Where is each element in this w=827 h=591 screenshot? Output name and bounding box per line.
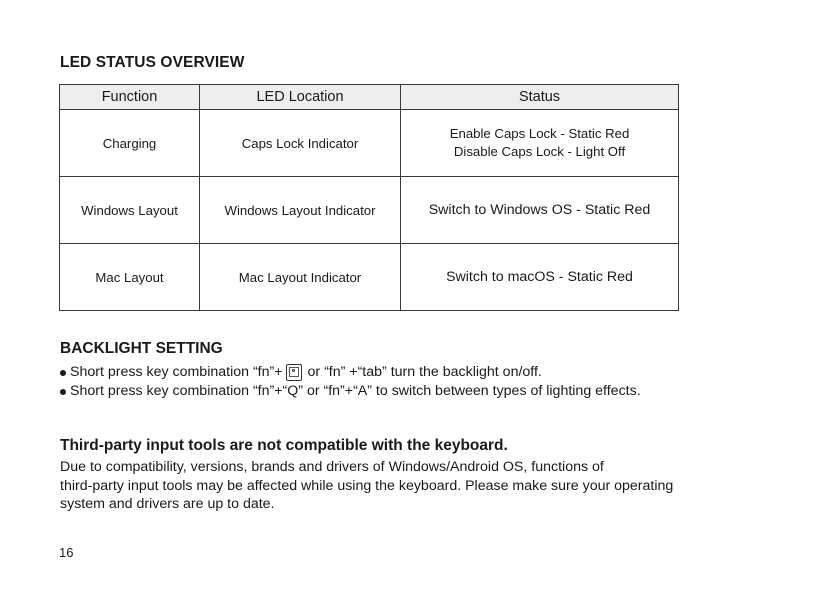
list-item: [60, 363, 641, 382]
bullet-icon: [60, 370, 66, 376]
bullet-text: Short press key combination “fn”+“Q” or “fn”+“A” to switch between types of lighting effects.: [70, 383, 641, 399]
backlight-key-icon: [286, 364, 302, 381]
header-led-location: LED Location: [200, 85, 401, 110]
cell-status: [401, 177, 679, 244]
backlight-bullets: [60, 363, 641, 401]
page-number: 16: [59, 545, 74, 560]
cell-function: Charging: [60, 110, 200, 177]
header-function: Function: [60, 85, 200, 110]
compat-title: Third-party input tools are not compatible with the keyboard.: [60, 437, 508, 454]
paragraph-line: system and drivers are up to date.: [60, 496, 275, 512]
table-row: [60, 110, 679, 177]
bullet-icon: [60, 389, 66, 395]
backlight-title: BACKLIGHT SETTING: [60, 340, 223, 357]
table-row: [60, 177, 679, 244]
cell-function: Mac Layout: [60, 244, 200, 311]
status-line: Switch to Windows OS - Static Red: [428, 202, 651, 218]
cell-status: [401, 244, 679, 311]
led-status-title: LED STATUS OVERVIEW: [60, 54, 245, 71]
paragraph-line: Due to compatibility, versions, brands and drivers of Windows/Android OS, functions of: [60, 459, 604, 475]
compat-paragraph: [60, 458, 760, 514]
table-row: [60, 244, 679, 311]
cell-location: Mac Layout Indicator: [200, 244, 401, 311]
status-line: Enable Caps Lock - Static Red: [449, 126, 630, 141]
header-status: Status: [401, 85, 679, 110]
bullet-text-before: Short press key combination “fn”+: [70, 364, 283, 380]
status-line: Switch to macOS - Static Red: [446, 269, 633, 285]
paragraph-line: third-party input tools may be affected while using the keyboard. Please make sure your operating: [60, 477, 674, 494]
bullet-text-after: or “fn” +“tab” turn the backlight on/off.: [307, 364, 542, 380]
table-header-row: [60, 85, 679, 110]
list-item: [60, 382, 641, 401]
cell-status: [401, 110, 679, 177]
status-line: Disable Caps Lock - Light Off: [453, 144, 626, 159]
cell-function: Windows Layout: [60, 177, 200, 244]
cell-location: Windows Layout Indicator: [200, 177, 401, 244]
led-status-table: [59, 84, 679, 311]
cell-location: Caps Lock Indicator: [200, 110, 401, 177]
